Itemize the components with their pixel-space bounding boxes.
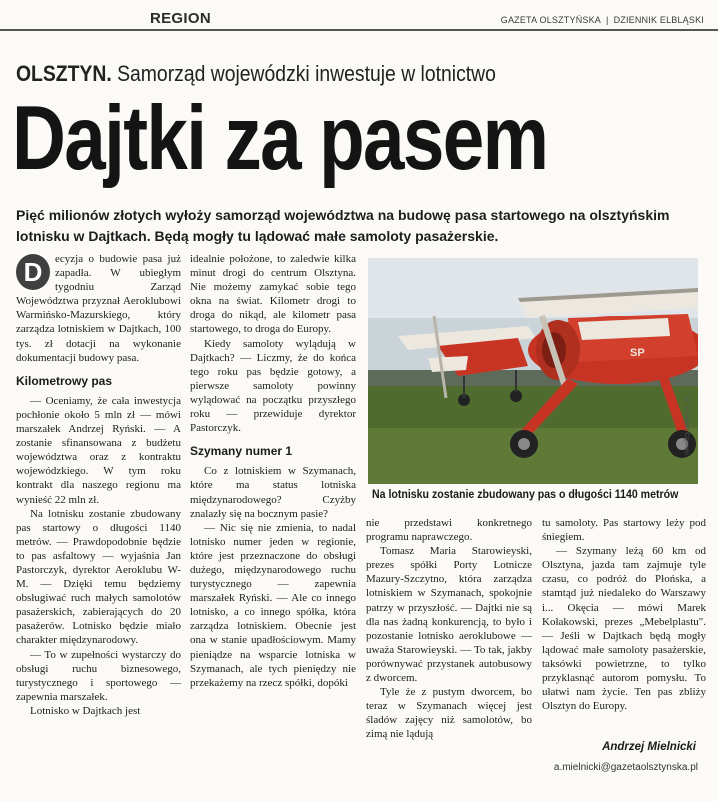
paragraph: Tyle że z pustym dworcem, bo teraz w Szymanach więcej jest śladów zajęcy niż samolotów, bo zimą nie lądują <box>366 686 532 741</box>
article-column-4 <box>542 516 706 713</box>
airplane-photo <box>368 258 698 484</box>
lead-paragraph: Pięć milionów złotych wyłoży samorząd województwa na budowę pasa startowego na olsztyńskim lotnisku w Dajtkach. Będą mogły tu lądować małe samoloty pasażerskie. <box>16 207 670 244</box>
publication-dziennik-elblaski: DZIENNIK ELBLĄSKI <box>613 15 704 25</box>
photo-caption: Na lotnisku zostanie zbudowany pas o długości 1140 metrów <box>372 489 679 501</box>
author-email[interactable]: a.mielnicki@gazetaolsztynska.pl <box>553 762 698 773</box>
paragraph: idealnie położone, to zaledwie kilka minut drogi do centrum Olsztyna. Nie możemy zamykać sobie tego okna na świat. Kilometr drogi to droga do nikąd, ale kilometr pasa startowego, to droga do Europy. <box>190 253 356 336</box>
paragraph: Tomasz Maria Starowieyski, prezes spółki Porty Lotnicze Mazury-Szczytno, która zarządza lotniskiem w Szymanach, spokojnie patrzy w przyszłość. — Dajtki nie są dla nas żadną konkurencją, to było i pozostanie lotnisko aeroklubowe — uważa Starowieyski. — To tak, jakby porównywać przystanek autobusowy z dworcem. <box>366 545 532 685</box>
headline: Dajtki za pasem <box>12 88 548 189</box>
airplane-illustration <box>368 258 698 484</box>
drop-cap: D <box>16 254 50 290</box>
subheading-szymany-numer-1: Szymany numer 1 <box>190 444 293 459</box>
aircraft-registration: SP <box>630 347 645 359</box>
publication-names <box>501 15 704 25</box>
paragraph: — To w zupełności wystarczy do obsługi ruchu biznesowego, turystycznego i sportowego — zapewnia marszałek. <box>16 648 181 703</box>
kicker-text: Samorząd wojewódzki inwestuje w lotnictwo <box>117 61 496 86</box>
paragraph: — Szymany leżą 60 km od Olsztyna, jazda tam zajmuje tyle czasu, co podróż do Płońska, a stamtąd już niedaleko do Warszawy i... Okęcia — mówi Marek Kołakowski, prezes „Mebelplastu". — Jeśli w Dajtkach będą mogły lądować małe samoloty pasażerskie, taksówki powietrzne, to tylko przyklasnąć autorom pomysłu. To ułatwi nam życie. Ten pas zbliży Olsztyn do Europy. <box>542 545 706 713</box>
paragraph: Na lotnisku zostanie zbudowany pas startowy o długości 1140 metrów. — Prawdopodobnie będzie to pas asfaltowy — wyjaśnia Jan Pastorczyk, dyrektor Aeroklubu W-M. — Dzięki temu będziemy obsługiwać ruch małych samolotów pasażerskich, zabierających do 20 pasażerów. Lotnisko będzie miało charakter międzynarodowy. <box>16 507 181 647</box>
paragraph: Co z lotniskiem w Szymanach, które ma status lotniska międzynarodowego? Czyżby znalazły się na bocznym pasie? <box>190 465 356 520</box>
publication-separator: | <box>606 15 609 25</box>
byline <box>542 741 706 773</box>
paragraph: Kiedy samoloty wylądują w Dajtkach? — Liczmy, że do końca tego roku pas będzie gotowy, a pierwsze samoloty powinny wylądować na początku przyszłego roku — przewiduje dyrektor Pastorczyk. <box>190 337 356 435</box>
paragraph: — Oceniamy, że cała inwestycja pochłonie około 5 mln zł — mówi marszałek Andrzej Ryński. — A zostanie sfinansowana z budżetu województwa oraz z kontraktu wojewódzkiego. W tym roku kontrakt dla naszego regionu ma wynieść 22 mln zł. <box>16 394 181 506</box>
publication-gazeta-olsztynska: GAZETA OLSZTYŃSKA <box>500 15 602 25</box>
paragraph <box>16 252 181 365</box>
paragraph: — Nic się nie zmienia, to nadal lotnisko numer jeden w regionie, które jest przeznaczone do obsługi dużego, międzynarodowego ruchu turystycznego — zapewnia marszałek Ryński. — Ale co innego lotnisko, a co innego spółka, która zarządza lotniskiem. Obecnie jest ona w stanie upadłościowym. Mamy pieniądze na wsparcie lotniska w Szymanach, ale tych pieniędzy nie przekażemy na rzecz spółki, dopóki <box>190 521 356 689</box>
paragraph: tu samoloty. Pas startowy leży pod śniegiem. <box>542 517 706 544</box>
author-name: Andrzej Mielnicki <box>602 741 696 753</box>
photo-credit: fot. Grzegorz Czykwin <box>683 396 689 455</box>
paragraph: nie przedstawi konkretnego programu naprawczego. <box>366 517 532 544</box>
subheading-kilometrowy-pas: Kilometrowy pas <box>16 373 113 388</box>
kicker-place: OLSZTYN. <box>16 61 112 86</box>
header-rule <box>0 29 718 31</box>
paragraph-text: ecyzja o budowie pasa już zapadła. W ubiegłym tygodniu Zarząd Województwa przyznał Aeroklubowi Warmińsko-Mazurskiego, który zarządza lotniskiem w Dajtkach, 100 tys. zł dotacji na wykonanie dokumentacji budowy pasa. <box>16 253 181 364</box>
article-column-2 <box>190 252 356 690</box>
paragraph: Lotnisko w Dajtkach jest <box>30 704 141 717</box>
kicker <box>16 61 496 87</box>
article-column-1 <box>16 252 181 718</box>
article-column-3 <box>366 516 532 742</box>
section-label: REGION <box>150 10 211 27</box>
